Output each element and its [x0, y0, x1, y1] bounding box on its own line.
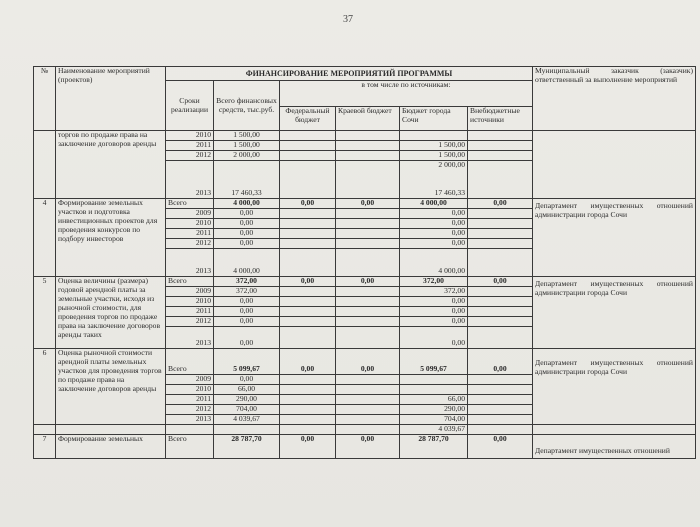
project-name: Формирование земельных участков и подготовка инвестиционных проектов для проведения конкурсов по подбору инвесторов [56, 199, 166, 277]
header-regional: Краевой бюджет [336, 107, 400, 131]
table-row: 4 Формирование земельных участков и подготовка инвестиционных проектов для проведения конкурсов по подбору инвесторов Всего 4 000,00 0,00 0,00 4 000,00 0,00 Департамент имущественных отношений администрации города Сочи [34, 199, 696, 209]
customer-cell: Департамент имущественных отношений администрации города Сочи [533, 277, 696, 349]
row-num: 5 [34, 277, 56, 349]
table-row: 2013 4 039,67 704,00 [34, 415, 696, 425]
table-row: 2010 66,00 [34, 385, 696, 395]
header-num: № [34, 67, 56, 131]
header-customer: Муниципальный заказчик (заказчик) ответственный за выполнение мероприятий [533, 67, 696, 131]
table-row: 2011 0,00 0,00 [34, 229, 696, 239]
table-row: 7 Формирование земельных Всего 28 787,70 0,00 0,00 28 787,70 0,00 Департамент имущественных отношений [34, 435, 696, 459]
table-row: 4 039,67 [34, 425, 696, 435]
header-offbudget: Внебюджетные источники [468, 107, 533, 131]
row-num: 4 [34, 199, 56, 277]
header-including: в том числе по источникам: [280, 81, 533, 107]
table-row: 2012 704,00 290,00 [34, 405, 696, 415]
project-name: Формирование земельных [56, 435, 166, 459]
project-name: торгов по продаже права на заключение договоров аренды [56, 131, 166, 199]
program-financing-table [33, 66, 696, 459]
customer-cell: Департамент имущественных отношений администрации города Сочи [533, 199, 696, 277]
table-row: 2009 0,00 0,00 [34, 209, 696, 219]
header-financing: ФИНАНСИРОВАНИЕ МЕРОПРИЯТИЙ ПРОГРАММЫ [166, 67, 533, 81]
table-row: 2012 0,00 0,00 [34, 239, 696, 249]
table-row: 2011 0,00 0,00 [34, 307, 696, 317]
table-row: 2013 17 460,33 2 000,00 17 460,33 [34, 161, 696, 199]
table-row: 2011 290,00 66,00 [34, 395, 696, 405]
header-row-1 [34, 67, 696, 81]
row-num [34, 131, 56, 199]
table-row: 2010 0,00 0,00 [34, 297, 696, 307]
row-num: 6 [34, 349, 56, 425]
table-row: 2009 0,00 [34, 375, 696, 385]
table-row: 2012 0,00 0,00 [34, 317, 696, 327]
table-row: 2012 2 000,00 1 500,00 [34, 151, 696, 161]
project-name: Оценка рыночной стоимости арендной платы земельных участков для проведения торгов по продаже права на заключение договоров аренды [56, 349, 166, 425]
header-total: Всего финансовых средств, тыс.руб. [214, 81, 280, 131]
header-city: Бюджет города Сочи [400, 107, 468, 131]
table-row: 2010 0,00 0,00 [34, 219, 696, 229]
table-row: 2011 1 500,00 1 500,00 [34, 141, 696, 151]
project-name: Оценка величины (размера) годовой арендной платы за земельные участки, исходя из рыночной стоимости, для проведения торгов по продаже права на заключение договоров аренды таких [56, 277, 166, 349]
header-terms: Сроки реализации [166, 81, 214, 131]
customer-cell [533, 131, 696, 199]
table-row: 2013 0,00 0,00 [34, 327, 696, 349]
customer-cell: Департамент имущественных отношений администрации города Сочи [533, 349, 696, 425]
table-row: 5 Оценка величины (размера) годовой арендной платы за земельные участки, исходя из рыночной стоимости, для проведения торгов по продаже права на заключение договоров аренды таких Всего 372,00 0,00 0,00 372,00 0,00 Департамент имущественных отношений администрации города Сочи [34, 277, 696, 287]
header-name: Наименование мероприятий (проектов) [56, 67, 166, 131]
table-row: 2009 372,00 372,00 [34, 287, 696, 297]
table-row: торгов по продаже права на заключение договоров аренды 2010 1 500,00 [34, 131, 696, 141]
page-number: 37 [343, 14, 353, 25]
header-federal: Федеральный бюджет [280, 107, 336, 131]
scan-artifact [650, 22, 690, 34]
table-row: 6 Оценка рыночной стоимости арендной платы земельных участков для проведения торгов по продаже права на заключение договоров аренды Всего 5 099,67 0,00 0,00 5 099,67 0,00 Департамент имущественных отношений администрации города Сочи [34, 349, 696, 375]
table-row: 2013 4 000,00 4 000,00 [34, 249, 696, 277]
row-num: 7 [34, 435, 56, 459]
customer-cell: Департамент имущественных отношений [533, 435, 696, 459]
